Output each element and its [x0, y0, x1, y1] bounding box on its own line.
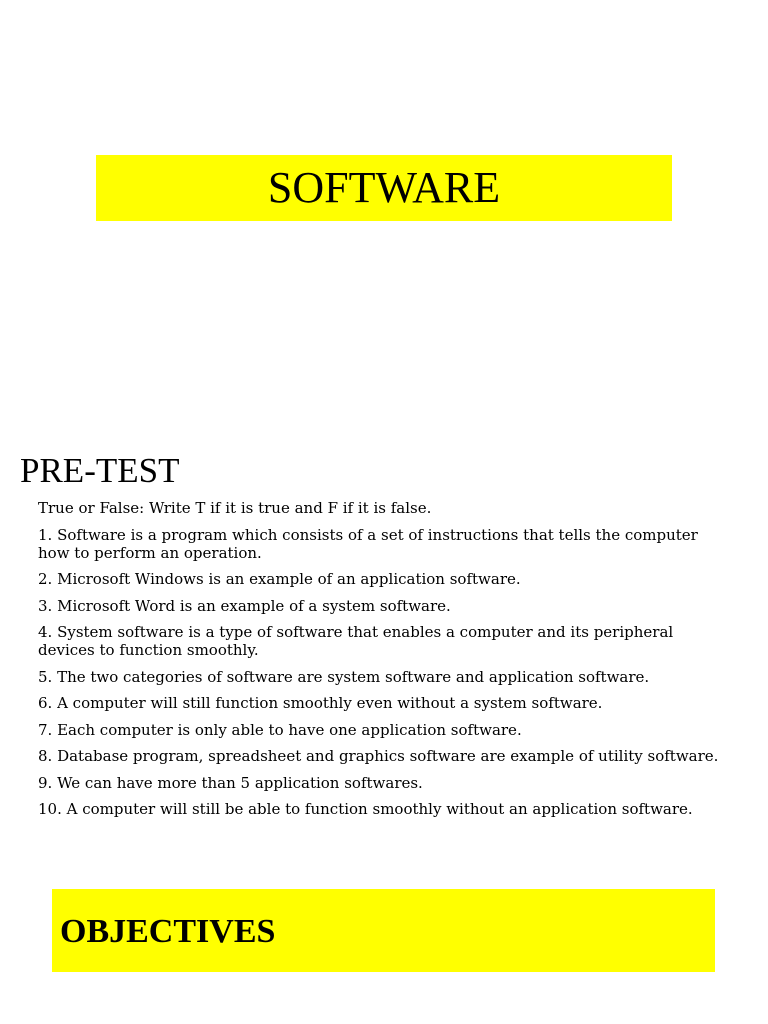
objectives-heading: OBJECTIVES — [60, 912, 276, 950]
question-item-2: 2. Microsoft Windows is an example of an application software. — [38, 570, 521, 588]
pretest-instruction: True or False: Write T if it is true and F if it is false. — [38, 499, 432, 517]
title-banner — [96, 155, 672, 221]
page-title: SOFTWARE — [267, 163, 501, 212]
pretest-heading: PRE-TEST — [20, 451, 180, 490]
question-item-3: 3. Microsoft Word is an example of a system software. — [38, 596, 451, 615]
question-item-7: 7. Each computer is only able to have one application software. — [38, 720, 522, 739]
question-item-8: 8. Database program, spreadsheet and graphics software are example of utility software. — [38, 747, 719, 765]
question-item-9: 9. We can have more than 5 application softwares. — [38, 773, 423, 792]
pretest-question-list — [38, 499, 728, 827]
objectives-banner — [52, 889, 715, 972]
question-item-4: 4. System software is a type of software that enables a computer and its peripheral devices to function smoothly. — [38, 623, 674, 659]
question-item-6: 6. A computer will still function smoothly even without a system software. — [38, 694, 603, 712]
question-item-10: 10. A computer will still be able to function smoothly without an application software. — [38, 800, 693, 818]
question-item-1: 1. Software is a program which consists of a set of instructions that tells the computer how to perform an operation. — [38, 525, 698, 562]
question-item-5: 5. The two categories of software are system software and application software. — [38, 667, 650, 686]
